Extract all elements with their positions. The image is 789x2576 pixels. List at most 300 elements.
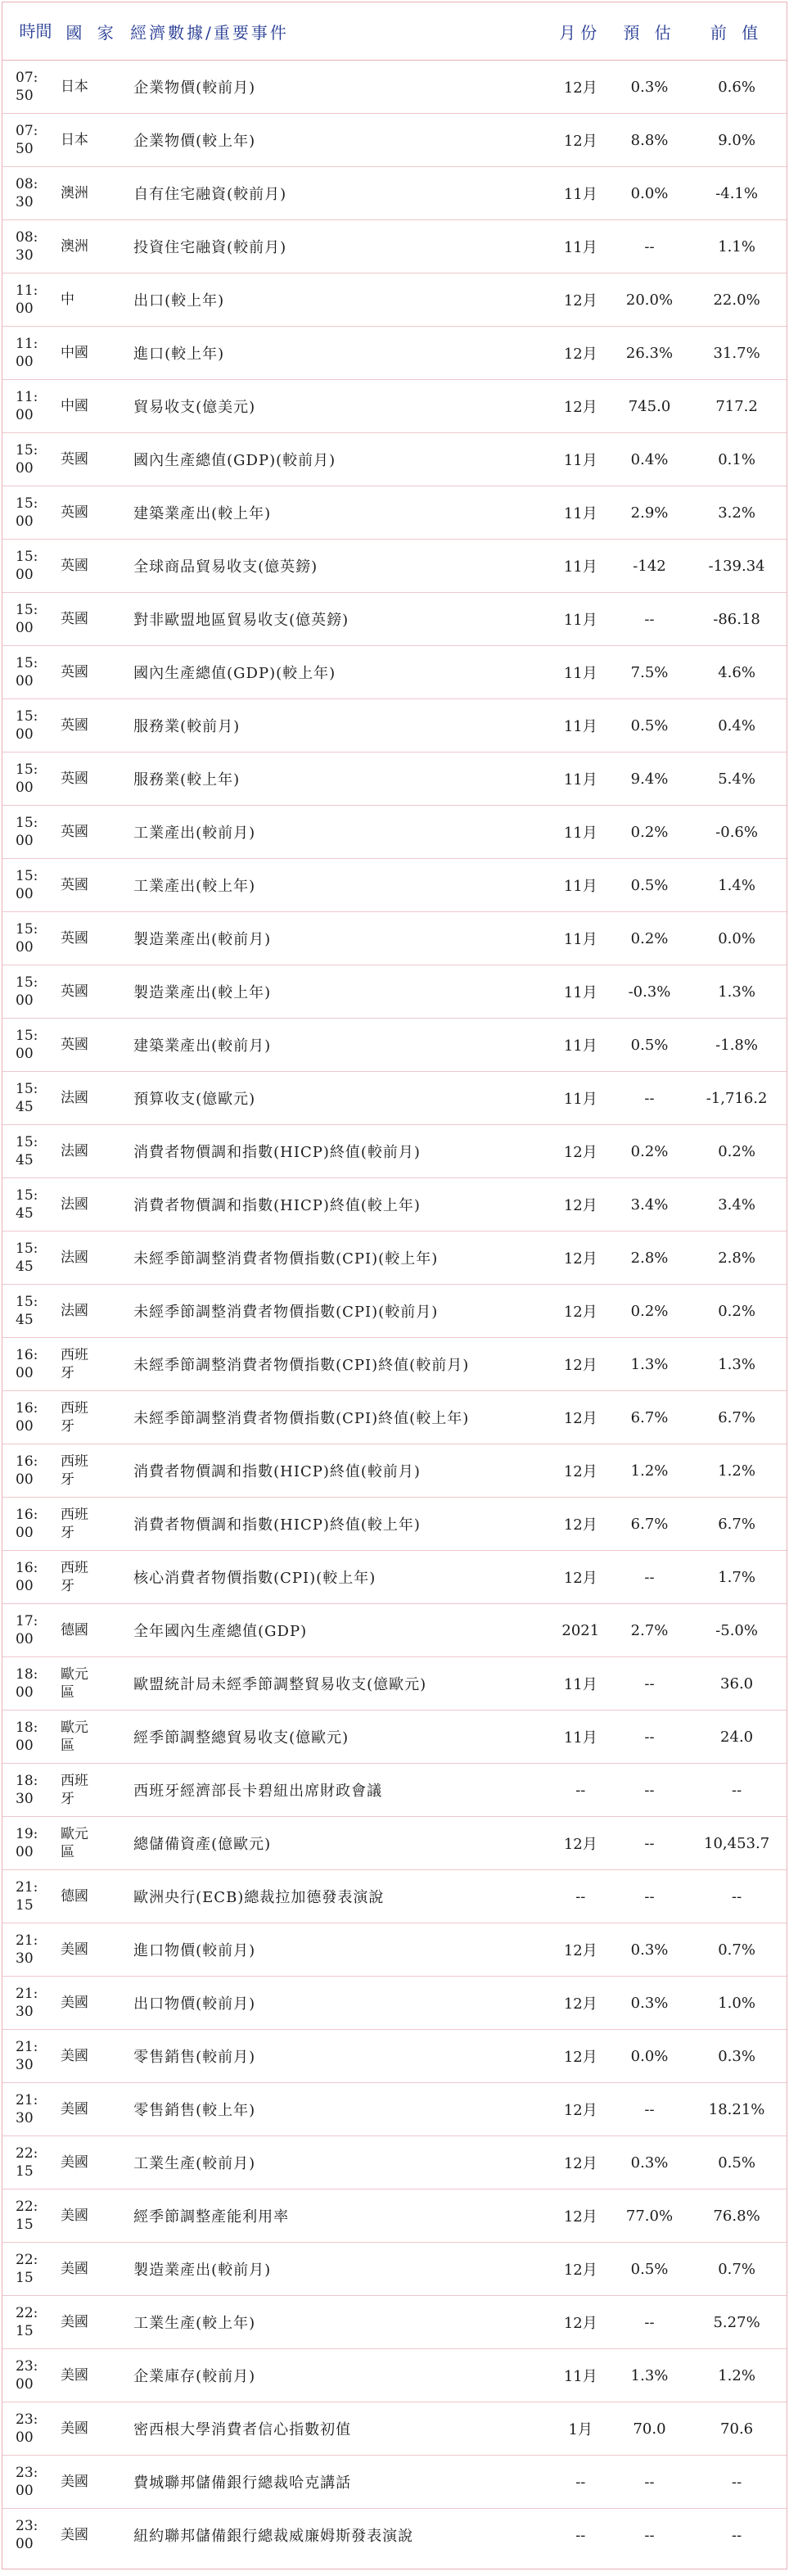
cell-month: 11月 bbox=[549, 486, 612, 540]
cell-country bbox=[56, 1285, 124, 1338]
cell-time-text: 15:00 bbox=[16, 1028, 38, 1062]
cell-time-text: 16:00 bbox=[16, 1507, 38, 1541]
table-row bbox=[2, 1391, 787, 1444]
cell-time bbox=[2, 2030, 56, 2083]
cell-country bbox=[56, 1019, 124, 1072]
cell-forecast: 1.3% bbox=[612, 1338, 687, 1391]
cell-forecast: -- bbox=[612, 1764, 687, 1817]
cell-month: 11月 bbox=[549, 859, 612, 912]
cell-event: 進口物價(較前月) bbox=[124, 1923, 549, 1977]
cell-country-text: 美國 bbox=[60, 2048, 88, 2064]
cell-event: 紐約聯邦儲備銀行總裁威廉姆斯發表演說 bbox=[133, 2528, 414, 2545]
cell-previous: 0.7% bbox=[687, 2243, 787, 2296]
cell-time bbox=[2, 1444, 56, 1498]
cell-country bbox=[56, 1711, 124, 1764]
cell-month: 11月 bbox=[549, 433, 612, 486]
cell-country-text: 中 bbox=[60, 291, 74, 308]
cell-country-text: 歐元區 bbox=[60, 1666, 88, 1701]
header-event: 經濟數據/重要事件 bbox=[124, 2, 549, 61]
cell-country bbox=[56, 1232, 124, 1285]
cell-month: 11月 bbox=[549, 912, 612, 965]
cell-month: 12月 bbox=[549, 1285, 612, 1338]
table-row bbox=[2, 2136, 787, 2190]
cell-time bbox=[2, 1923, 56, 1977]
cell-country bbox=[56, 1657, 124, 1711]
cell-country-text: 美國 bbox=[60, 2527, 88, 2543]
cell-forecast: -142 bbox=[612, 540, 687, 593]
cell-previous: 18.21% bbox=[687, 2083, 787, 2136]
cell-time-text: 18:00 bbox=[16, 1666, 38, 1701]
table-row bbox=[2, 167, 787, 220]
cell-forecast: 0.4% bbox=[612, 433, 687, 486]
cell-event: 全年國內生產總值(GDP) bbox=[124, 1604, 549, 1657]
cell-country bbox=[56, 540, 124, 593]
cell-month: -- bbox=[575, 2526, 586, 2544]
table-row bbox=[2, 433, 787, 486]
cell-month: 12月 bbox=[549, 114, 612, 167]
cell-time bbox=[2, 2190, 56, 2243]
table-row bbox=[2, 1923, 787, 1977]
cell-country-text: 澳洲 bbox=[60, 185, 88, 201]
cell-time bbox=[2, 1338, 56, 1391]
cell-country-text: 日本 bbox=[60, 132, 88, 148]
cell-month: 12月 bbox=[549, 61, 612, 114]
cell-country bbox=[56, 2030, 124, 2083]
cell-country-text: 西班牙 bbox=[60, 1347, 88, 1381]
cell-country bbox=[56, 220, 124, 273]
cell-month: 12月 bbox=[549, 2296, 612, 2349]
cell-event: 歐洲央行(ECB)總裁拉加德發表演說 bbox=[124, 1870, 549, 1923]
cell-time bbox=[2, 61, 56, 114]
cell-previous: 4.6% bbox=[687, 646, 787, 699]
cell-country bbox=[56, 699, 124, 752]
cell-previous: 1.3% bbox=[687, 1338, 787, 1391]
table-row bbox=[2, 486, 787, 540]
cell-country-text: 英國 bbox=[60, 1037, 88, 1053]
cell-country-text: 法國 bbox=[60, 1250, 88, 1266]
cell-previous: -139.34 bbox=[687, 540, 787, 593]
cell-time-text: 22:15 bbox=[16, 2199, 38, 2233]
cell-time-text: 21:30 bbox=[16, 2039, 38, 2073]
table-row bbox=[2, 2509, 787, 2562]
cell-forecast: -- bbox=[612, 1870, 687, 1923]
cell-time bbox=[2, 1604, 56, 1657]
cell-previous: -- bbox=[687, 2456, 787, 2509]
cell-time-text: 21:30 bbox=[16, 2092, 38, 2126]
cell-previous: 717.2 bbox=[687, 380, 787, 433]
cell-forecast: 0.2% bbox=[612, 806, 687, 859]
cell-month: 11月 bbox=[549, 220, 612, 273]
cell-forecast: 77.0% bbox=[612, 2190, 687, 2243]
cell-forecast: 20.0% bbox=[612, 273, 687, 327]
cell-time bbox=[2, 912, 56, 965]
economic-calendar-table bbox=[2, 2, 787, 2561]
cell-time bbox=[2, 1285, 56, 1338]
cell-country-text: 美國 bbox=[60, 2474, 88, 2490]
cell-time bbox=[2, 380, 56, 433]
cell-previous: 9.0% bbox=[687, 114, 787, 167]
table-row bbox=[2, 912, 787, 965]
cell-country bbox=[56, 1551, 124, 1604]
cell-event: 服務業(較上年) bbox=[124, 752, 549, 806]
table-row bbox=[2, 593, 787, 646]
cell-time bbox=[2, 859, 56, 912]
cell-forecast: -- bbox=[644, 2526, 655, 2544]
cell-previous: 3.2% bbox=[687, 486, 787, 540]
cell-country bbox=[56, 2190, 124, 2243]
table-row bbox=[2, 1285, 787, 1338]
table-row bbox=[2, 2190, 787, 2243]
cell-month: 12月 bbox=[549, 1551, 612, 1604]
cell-previous: 5.4% bbox=[687, 752, 787, 806]
cell-event: 工業生產(較前月) bbox=[124, 2136, 549, 2190]
cell-month: 12月 bbox=[549, 273, 612, 327]
cell-country bbox=[56, 61, 124, 114]
cell-forecast: 0.3% bbox=[612, 61, 687, 114]
cell-time bbox=[2, 1551, 56, 1604]
cell-forecast: 8.8% bbox=[612, 114, 687, 167]
cell-time bbox=[2, 1870, 56, 1923]
table-row bbox=[2, 965, 787, 1019]
cell-event: 經季節調整產能利用率 bbox=[124, 2190, 549, 2243]
cell-month: 12月 bbox=[549, 2190, 612, 2243]
cell-time bbox=[2, 752, 56, 806]
cell-country-text: 中國 bbox=[60, 345, 88, 361]
cell-previous: -86.18 bbox=[687, 593, 787, 646]
cell-event: 費城聯邦儲備銀行總裁哈克講話 bbox=[124, 2456, 549, 2509]
cell-event: 消費者物價調和指數(HICP)終值(較上年) bbox=[124, 1498, 549, 1551]
cell-previous: -1,716.2 bbox=[687, 1072, 787, 1125]
cell-country-text: 美國 bbox=[60, 2367, 88, 2384]
cell-country-text: 德國 bbox=[60, 1888, 88, 1905]
cell-forecast: 2.9% bbox=[612, 486, 687, 540]
cell-forecast: 70.0 bbox=[612, 2402, 687, 2456]
cell-country bbox=[56, 859, 124, 912]
cell-month: 12月 bbox=[549, 380, 612, 433]
table-row bbox=[2, 1232, 787, 1285]
cell-time bbox=[2, 699, 56, 752]
cell-forecast: 3.4% bbox=[612, 1178, 687, 1232]
cell-country-text: 英國 bbox=[60, 611, 88, 627]
cell-event: 自有住宅融資(較前月) bbox=[124, 167, 549, 220]
cell-forecast: 0.0% bbox=[612, 2030, 687, 2083]
cell-month: 11月 bbox=[549, 2349, 612, 2402]
table-row bbox=[2, 1498, 787, 1551]
cell-event: 國內生產總值(GDP)(較上年) bbox=[124, 646, 549, 699]
cell-time bbox=[2, 1498, 56, 1551]
cell-previous: 1.3% bbox=[687, 965, 787, 1019]
table-row bbox=[2, 1764, 787, 1817]
table-row bbox=[2, 540, 787, 593]
cell-previous: 1.7% bbox=[687, 1551, 787, 1604]
cell-event: 經季節調整總貿易收支(億歐元) bbox=[124, 1711, 549, 1764]
cell-country bbox=[56, 1178, 124, 1232]
cell-forecast: -- bbox=[612, 1817, 687, 1870]
cell-time bbox=[2, 965, 56, 1019]
cell-previous: 0.6% bbox=[687, 61, 787, 114]
cell-previous: 0.0% bbox=[687, 912, 787, 965]
cell-country bbox=[56, 1764, 124, 1817]
cell-time bbox=[2, 1178, 56, 1232]
cell-time-text: 11:00 bbox=[16, 282, 38, 317]
cell-time-text: 15:45 bbox=[16, 1241, 38, 1275]
cell-time-text: 08:30 bbox=[16, 176, 38, 210]
cell-forecast: -- bbox=[612, 1711, 687, 1764]
cell-country-text: 美國 bbox=[60, 2101, 88, 2117]
cell-month: 12月 bbox=[549, 1125, 612, 1178]
cell-time-text: 15:45 bbox=[16, 1134, 38, 1168]
table-row bbox=[2, 1657, 787, 1711]
cell-time-text: 21:15 bbox=[16, 1879, 38, 1914]
cell-country-text: 西班牙 bbox=[60, 1560, 88, 1594]
cell-forecast: 0.2% bbox=[612, 1285, 687, 1338]
cell-time-text: 15:45 bbox=[16, 1294, 38, 1328]
cell-time bbox=[2, 220, 56, 273]
cell-month: 11月 bbox=[549, 699, 612, 752]
cell-time bbox=[2, 114, 56, 167]
cell-event: 建築業產出(較前月) bbox=[124, 1019, 549, 1072]
cell-previous: -0.6% bbox=[687, 806, 787, 859]
cell-country-text: 美國 bbox=[60, 2314, 88, 2330]
table-row bbox=[2, 61, 787, 114]
cell-country-text: 英國 bbox=[60, 983, 88, 1000]
cell-time bbox=[2, 1764, 56, 1817]
table-row bbox=[2, 2349, 787, 2402]
cell-previous: 0.7% bbox=[687, 1923, 787, 1977]
cell-country-text: 中國 bbox=[60, 398, 88, 414]
cell-time-text: 21:30 bbox=[16, 1986, 38, 2020]
cell-event: 企業物價(較前月) bbox=[124, 61, 549, 114]
cell-forecast: 0.5% bbox=[612, 859, 687, 912]
cell-event: 預算收支(億歐元) bbox=[124, 1072, 549, 1125]
cell-month: 12月 bbox=[549, 1444, 612, 1498]
cell-country bbox=[56, 1977, 124, 2030]
table-row bbox=[2, 1178, 787, 1232]
cell-country-text: 英國 bbox=[60, 664, 88, 680]
cell-time bbox=[2, 1711, 56, 1764]
table-row bbox=[2, 2083, 787, 2136]
cell-previous: 1.4% bbox=[687, 859, 787, 912]
table-row bbox=[2, 273, 787, 327]
cell-previous: 5.27% bbox=[687, 2296, 787, 2349]
cell-country bbox=[56, 646, 124, 699]
cell-previous: 6.7% bbox=[687, 1498, 787, 1551]
cell-event: 服務業(較前月) bbox=[124, 699, 549, 752]
cell-previous: -- bbox=[687, 1764, 787, 1817]
cell-forecast: 0.3% bbox=[612, 1977, 687, 2030]
economic-calendar bbox=[2, 2, 787, 2569]
cell-previous: 0.2% bbox=[687, 1285, 787, 1338]
cell-time-text: 16:00 bbox=[16, 1400, 38, 1435]
table-row bbox=[2, 1977, 787, 2030]
cell-country bbox=[56, 2509, 124, 2562]
cell-time bbox=[2, 2349, 56, 2402]
cell-time bbox=[2, 540, 56, 593]
cell-forecast: -0.3% bbox=[612, 965, 687, 1019]
table-row bbox=[2, 2030, 787, 2083]
cell-previous: 1.2% bbox=[687, 1444, 787, 1498]
cell-month: 12月 bbox=[549, 1817, 612, 1870]
table-row bbox=[2, 2296, 787, 2349]
header-country: 國 家 bbox=[56, 2, 124, 61]
table-row bbox=[2, 752, 787, 806]
cell-country-text: 歐元區 bbox=[60, 1720, 88, 1754]
cell-time-text: 15:00 bbox=[16, 868, 38, 902]
cell-country-text: 西班牙 bbox=[60, 1507, 88, 1541]
cell-month: 12月 bbox=[549, 2136, 612, 2190]
cell-country-text: 英國 bbox=[60, 771, 88, 787]
cell-time bbox=[2, 1072, 56, 1125]
cell-forecast: 1.3% bbox=[612, 2349, 687, 2402]
table-row bbox=[2, 2243, 787, 2296]
table-row bbox=[2, 646, 787, 699]
cell-country bbox=[56, 1444, 124, 1498]
cell-event: 出口(較上年) bbox=[124, 273, 549, 327]
cell-event: 企業庫存(較前月) bbox=[124, 2349, 549, 2402]
cell-time-text: 15:00 bbox=[16, 655, 38, 689]
cell-previous: 0.3% bbox=[687, 2030, 787, 2083]
cell-previous: 24.0 bbox=[687, 1711, 787, 1764]
cell-country bbox=[56, 2402, 124, 2456]
cell-event: 工業生產(較上年) bbox=[124, 2296, 549, 2349]
cell-time-text: 15:00 bbox=[16, 708, 38, 743]
cell-country bbox=[56, 2243, 124, 2296]
cell-forecast: 2.7% bbox=[612, 1604, 687, 1657]
cell-time bbox=[2, 2509, 56, 2562]
cell-country bbox=[56, 1498, 124, 1551]
table-row bbox=[2, 1444, 787, 1498]
cell-time-text: 18:00 bbox=[16, 1720, 38, 1754]
cell-time bbox=[2, 2136, 56, 2190]
cell-country-text: 西班牙 bbox=[60, 1453, 88, 1488]
cell-time-text: 15:00 bbox=[16, 442, 38, 477]
cell-time bbox=[2, 1817, 56, 1870]
cell-event: 消費者物價調和指數(HICP)終值(較前月) bbox=[124, 1444, 549, 1498]
table-row bbox=[2, 1125, 787, 1178]
cell-time bbox=[2, 1019, 56, 1072]
cell-country bbox=[56, 1338, 124, 1391]
cell-month: 11月 bbox=[549, 1711, 612, 1764]
cell-previous: 31.7% bbox=[687, 327, 787, 380]
cell-time bbox=[2, 1125, 56, 1178]
cell-time-text: 07:50 bbox=[16, 123, 38, 157]
cell-country bbox=[56, 965, 124, 1019]
cell-event: 貿易收支(億美元) bbox=[124, 380, 549, 433]
cell-forecast: 9.4% bbox=[612, 752, 687, 806]
cell-time-text: 15:00 bbox=[16, 549, 38, 583]
cell-country-text: 法國 bbox=[60, 1090, 88, 1106]
cell-country-text: 美國 bbox=[60, 2261, 88, 2277]
cell-event: 製造業產出(較前月) bbox=[124, 2243, 549, 2296]
cell-time-text: 18:30 bbox=[16, 1773, 38, 1807]
cell-forecast: 0.0% bbox=[612, 167, 687, 220]
header-forecast: 預 估 bbox=[612, 2, 687, 61]
cell-event: 零售銷售(較前月) bbox=[124, 2030, 549, 2083]
cell-previous: 3.4% bbox=[687, 1178, 787, 1232]
cell-time-text: 22:15 bbox=[16, 2305, 38, 2339]
cell-country bbox=[56, 114, 124, 167]
cell-forecast: 0.3% bbox=[612, 1923, 687, 1977]
cell-month: -- bbox=[549, 1870, 612, 1923]
cell-country-text: 德國 bbox=[60, 1622, 88, 1638]
cell-time-text: 15:45 bbox=[16, 1187, 38, 1222]
cell-country-text: 西班牙 bbox=[60, 1400, 88, 1435]
cell-event: 製造業產出(較上年) bbox=[124, 965, 549, 1019]
cell-country-text: 英國 bbox=[60, 504, 88, 521]
cell-month: 11月 bbox=[549, 646, 612, 699]
cell-country bbox=[56, 1072, 124, 1125]
cell-previous: 76.8% bbox=[687, 2190, 787, 2243]
cell-forecast: 6.7% bbox=[612, 1391, 687, 1444]
cell-event: 歐盟統計局未經季節調整貿易收支(億歐元) bbox=[124, 1657, 549, 1711]
cell-forecast: 26.3% bbox=[612, 327, 687, 380]
table-row bbox=[2, 1019, 787, 1072]
cell-country-text: 澳洲 bbox=[60, 238, 88, 255]
cell-country bbox=[56, 1604, 124, 1657]
cell-time-text: 23:00 bbox=[16, 2358, 38, 2393]
cell-previous: 70.6 bbox=[687, 2402, 787, 2456]
cell-time-text: 22:15 bbox=[16, 2145, 38, 2180]
cell-month: 12月 bbox=[549, 1977, 612, 2030]
cell-month: 12月 bbox=[549, 327, 612, 380]
cell-time bbox=[2, 806, 56, 859]
cell-forecast: 0.2% bbox=[612, 1125, 687, 1178]
cell-previous: 1.1% bbox=[687, 220, 787, 273]
cell-event: 零售銷售(較上年) bbox=[124, 2083, 549, 2136]
cell-country bbox=[56, 806, 124, 859]
cell-country bbox=[56, 2296, 124, 2349]
table-row bbox=[2, 380, 787, 433]
cell-time-text: 15:00 bbox=[16, 602, 38, 636]
cell-month: 11月 bbox=[549, 167, 612, 220]
cell-time bbox=[2, 2296, 56, 2349]
cell-event: 出口物價(較前月) bbox=[124, 1977, 549, 2030]
cell-time bbox=[2, 2456, 56, 2509]
table-row bbox=[2, 1551, 787, 1604]
cell-month: 11月 bbox=[549, 752, 612, 806]
cell-time-text: 16:00 bbox=[16, 1347, 38, 1381]
cell-country-text: 美國 bbox=[60, 2420, 88, 2437]
header-previous: 前 值 bbox=[687, 2, 787, 61]
cell-month: 12月 bbox=[549, 1498, 612, 1551]
cell-country bbox=[56, 327, 124, 380]
cell-time-text: 07:50 bbox=[16, 70, 38, 104]
table-row bbox=[2, 114, 787, 167]
cell-month: 1月 bbox=[549, 2402, 612, 2456]
cell-time bbox=[2, 327, 56, 380]
cell-month: 11月 bbox=[549, 806, 612, 859]
cell-forecast: 1.2% bbox=[612, 1444, 687, 1498]
cell-time bbox=[2, 167, 56, 220]
cell-previous: 1.2% bbox=[687, 2349, 787, 2402]
cell-previous: 2.8% bbox=[687, 1232, 787, 1285]
cell-country bbox=[56, 380, 124, 433]
cell-forecast: -- bbox=[612, 2083, 687, 2136]
table-row bbox=[2, 1604, 787, 1657]
cell-event: 進口(較上年) bbox=[124, 327, 549, 380]
cell-event: 製造業產出(較前月) bbox=[124, 912, 549, 965]
cell-event: 工業產出(較前月) bbox=[124, 806, 549, 859]
cell-time bbox=[2, 593, 56, 646]
cell-forecast: 0.5% bbox=[612, 1019, 687, 1072]
cell-forecast: -- bbox=[612, 1072, 687, 1125]
cell-time-text: 11:00 bbox=[16, 336, 38, 370]
cell-previous: 6.7% bbox=[687, 1391, 787, 1444]
cell-time bbox=[2, 486, 56, 540]
cell-country bbox=[56, 1125, 124, 1178]
table-row bbox=[2, 1072, 787, 1125]
cell-month: 12月 bbox=[549, 1391, 612, 1444]
